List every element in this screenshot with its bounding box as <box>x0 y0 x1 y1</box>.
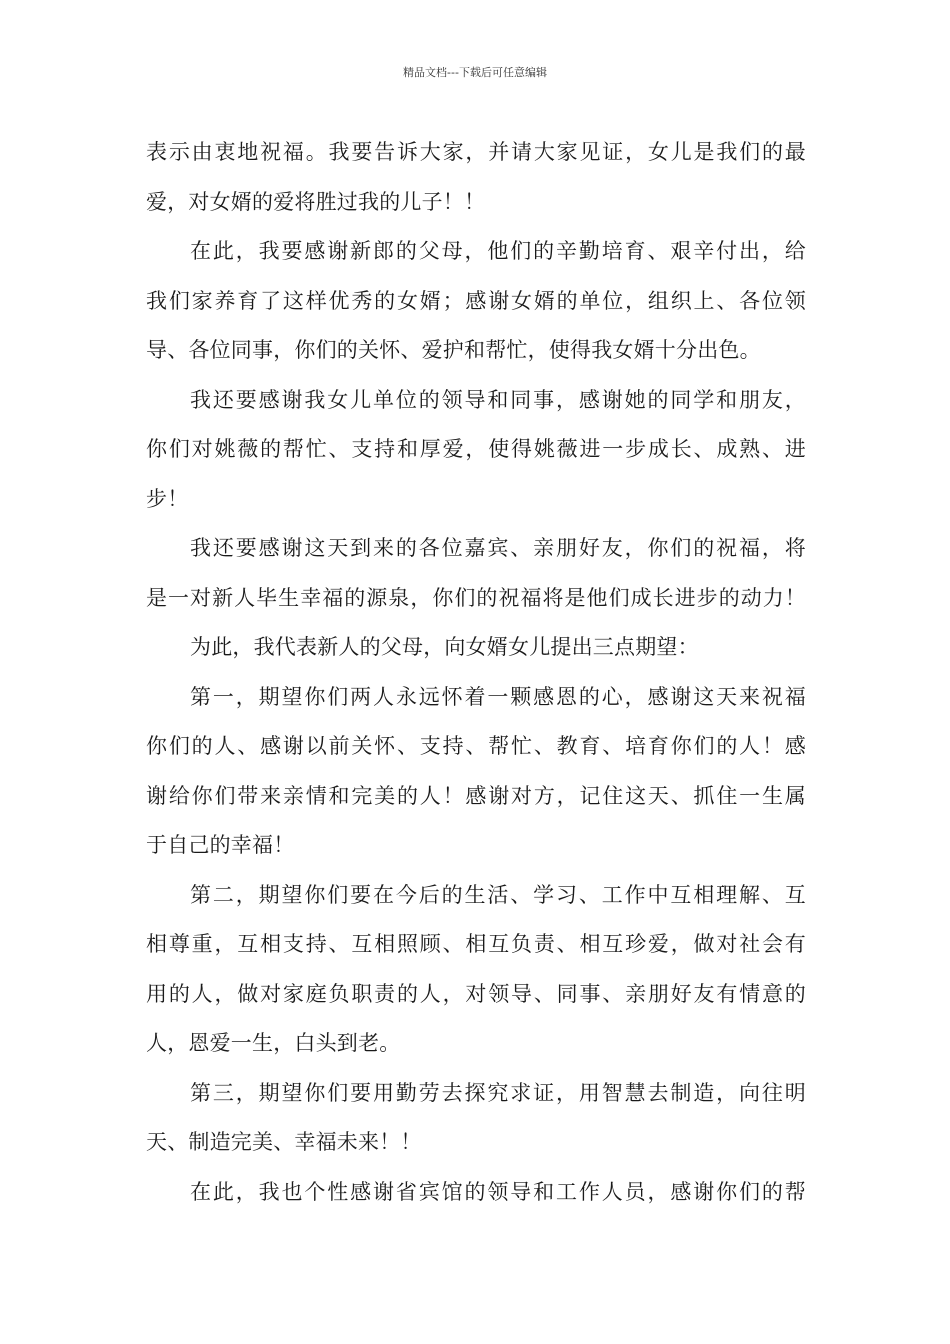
text-line: 在此，我要感谢新郎的父母，他们的辛勤培育、艰辛付出，给 <box>190 239 806 263</box>
text-line: 在此，我也个性感谢省宾馆的领导和工作人员，感谢你们的帮 <box>190 1179 806 1204</box>
text-line: 你们对姚薇的帮忙、支持和厚爱，使得姚薇进一步成长、成熟、进 <box>146 437 806 461</box>
text-line: 我还要感谢我女儿单位的领导和同事，感谢她的同学和朋友， <box>190 387 806 412</box>
text-line: 导、各位同事，你们的关怀、爱护和帮忙，使得我女婿十分出色。 <box>146 338 761 362</box>
text-line: 表示由衷地祝福。我要告诉大家，并请大家见证，女儿是我们的最 <box>146 140 806 164</box>
text-line: 人，恩爱一生，白头到老。 <box>146 1031 401 1055</box>
text-line: 用的人，做对家庭负职责的人，对领导、同事、亲朋好友有情意的 <box>146 981 806 1006</box>
text-line: 谢给你们带来亲情和完美的人！感谢对方，记住这天、抓住一生属 <box>146 783 806 808</box>
text-line: 爱，对女婿的爱将胜过我的儿子！！ <box>146 189 486 214</box>
text-line: 步！ <box>146 486 189 511</box>
text-line: 于自己的幸福！ <box>146 833 295 857</box>
text-line: 我还要感谢这天到来的各位嘉宾、亲朋好友，你们的祝福，将 <box>190 536 806 560</box>
text-line: 第一，期望你们两人永远怀着一颗感恩的心，感谢这天来祝福 <box>190 684 806 709</box>
text-line: 为此，我代表新人的父母，向女婿女儿提出三点期望： <box>190 635 699 659</box>
text-line: 我们家养育了这样优秀的女婿；感谢女婿的单位，组织上、各位领 <box>146 288 806 313</box>
text-line: 是一对新人毕生幸福的源泉，你们的祝福将是他们成长进步的动力！ <box>146 585 806 610</box>
text-line: 天、制造完美、幸福未来！！ <box>146 1130 422 1154</box>
text-line: 第二，期望你们要在今后的生活、学习、工作中互相理解、互 <box>190 882 806 907</box>
text-line: 你们的人、感谢以前关怀、支持、帮忙、教育、培育你们的人！感 <box>146 734 806 758</box>
document-body <box>146 128 806 1217</box>
text-line: 第三，期望你们要用勤劳去探究求证，用智慧去制造，向往明 <box>190 1080 806 1105</box>
text-line: 相尊重，互相支持、互相照顾、相互负责、相互珍爱，做对社会有 <box>146 932 806 956</box>
page-header: 精品文档---下载后可任意编辑 <box>403 66 547 79</box>
